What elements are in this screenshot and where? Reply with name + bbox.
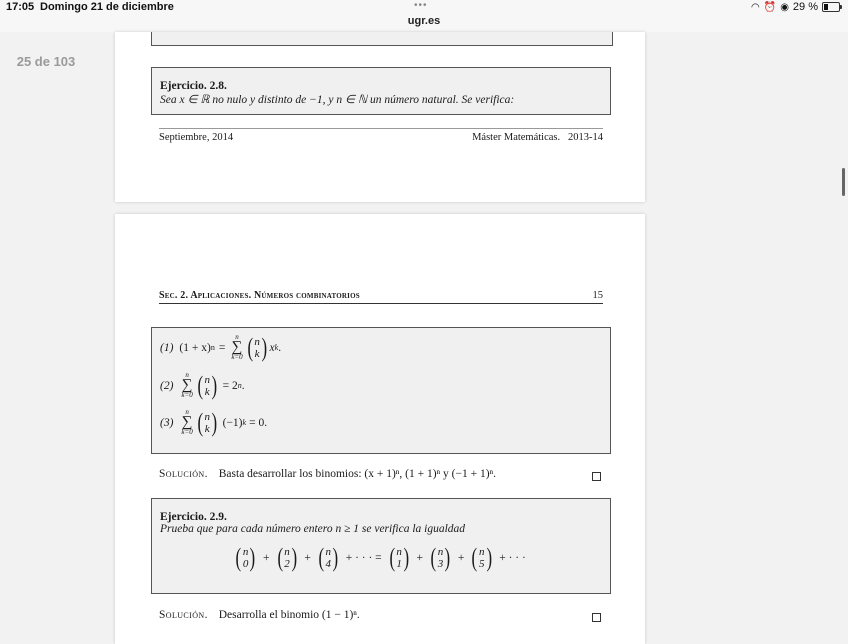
binomial-coefficient: ( n k ) <box>197 370 218 400</box>
address-url[interactable]: ugr.es <box>407 15 441 27</box>
binom-top: n <box>254 335 260 348</box>
binom-bottom: 2 <box>284 558 290 570</box>
status-indicators <box>751 1 840 13</box>
formula-label: (2) <box>160 379 174 392</box>
status-time: 17:05 <box>6 1 35 13</box>
operator: + · · · <box>499 552 526 564</box>
formula-rhs: (−1) <box>222 416 243 429</box>
equals-sign: = <box>218 341 226 354</box>
pdf-page-15 <box>115 214 645 644</box>
binom-top: n <box>396 546 402 558</box>
header-rule <box>159 303 603 304</box>
formula-exponent: n <box>210 343 215 352</box>
formula-label: (3) <box>160 416 174 429</box>
operator: + <box>304 552 311 564</box>
pdf-page-previous <box>115 32 645 202</box>
sigma-glyph: ∑ <box>231 339 243 355</box>
sum-upper: n <box>235 333 239 341</box>
binom-stack <box>479 546 485 570</box>
binom-stack <box>396 546 402 570</box>
sigma-glyph: ∑ <box>181 414 193 430</box>
formula-tail: x <box>269 341 275 354</box>
sum-symbol <box>181 372 192 399</box>
formula-exponent: k <box>242 418 247 427</box>
left-paren: ( <box>277 543 283 572</box>
exercise-text: Sea x ∈ ℝ no nulo y distinto de −1, y n ∈ ℕ un número natural. Se verifica: <box>160 94 515 106</box>
exercise-2-9-box <box>151 498 611 594</box>
solution-2 <box>159 609 360 621</box>
page-number: 15 <box>592 290 603 301</box>
right-paren: ) <box>249 543 256 572</box>
binom-stack <box>243 546 249 570</box>
binom-bottom: 1 <box>396 558 402 570</box>
exercise-title: Ejercicio. 2.9. <box>160 511 227 523</box>
operator: + <box>457 552 465 564</box>
solution-1 <box>159 468 496 480</box>
exercise-text: Prueba que para cada número entero n ≥ 1 se verifica la igualdad <box>160 523 466 535</box>
formulas-box <box>151 327 611 454</box>
left-paren: ( <box>235 543 242 572</box>
binom-bottom: 4 <box>325 558 332 570</box>
formula-lhs: (1 + x) <box>179 341 211 354</box>
right-paren: ) <box>332 543 339 572</box>
binom-bottom: k <box>204 422 210 435</box>
operator: + · · · = <box>345 552 382 564</box>
alarm-icon: ⏰ <box>763 1 777 13</box>
operator: + <box>263 552 270 564</box>
sum-lower: k=0 <box>231 353 243 361</box>
binom-stack <box>326 546 332 570</box>
status-bar <box>0 0 848 32</box>
binom-bottom: k <box>204 385 210 398</box>
right-paren: ) <box>486 543 492 572</box>
binom-stack <box>284 546 290 570</box>
solution-text: Desarrolla el binomio (1 − 1)ⁿ. <box>218 609 360 621</box>
battery-percent: 29 % <box>792 1 818 13</box>
formula-exponent: k <box>274 343 279 352</box>
right-paren: ) <box>403 543 409 572</box>
sum-lower: k=0 <box>181 428 193 436</box>
formula-rhs: = 2 <box>222 379 238 392</box>
binom-bottom: 0 <box>242 558 249 570</box>
binom-bottom: 5 <box>479 558 485 570</box>
scroll-indicator[interactable] <box>842 168 845 196</box>
sum-upper: n <box>185 408 189 416</box>
binom-top: n <box>204 410 210 423</box>
footer-course: Máster Matemáticas. 2013-14 <box>472 132 603 143</box>
formula-exponent: n <box>237 381 242 390</box>
binomial-coefficient <box>234 545 257 571</box>
footer-rule <box>159 128 603 129</box>
binom-top: n <box>204 373 210 386</box>
battery-fill <box>824 4 828 10</box>
sum-symbol <box>181 409 192 436</box>
left-paren: ( <box>471 543 478 572</box>
right-paren: ) <box>291 543 297 572</box>
sum-upper: n <box>185 371 189 379</box>
binom-top: n <box>284 546 290 558</box>
solution-text: Basta desarrollar los binomios: (x + 1)ⁿ, (1 + 1)ⁿ y (−1 + 1)ⁿ. <box>218 468 497 480</box>
binomial-coefficient <box>429 545 452 571</box>
binom-bottom: 3 <box>437 558 444 570</box>
solution-label: Solución. <box>159 468 208 480</box>
previous-exercise-box-end <box>151 32 613 46</box>
left-paren: ( <box>430 543 437 572</box>
binom-top: n <box>325 546 332 558</box>
qed-square-icon <box>592 613 601 622</box>
binomial-coefficient: ( n k ) <box>247 332 267 362</box>
footer-date: Septiembre, 2014 <box>159 132 234 143</box>
solution-label: Solución. <box>159 609 208 621</box>
binomial-identity <box>152 545 612 571</box>
left-paren: ( <box>389 543 395 572</box>
formula-label: (1) <box>160 341 174 354</box>
sum-symbol <box>231 334 242 361</box>
formula-end: . <box>278 341 282 354</box>
section-header: Sec. 2. Aplicaciones. Números combinatorios <box>159 290 360 301</box>
battery-icon <box>822 2 840 12</box>
page-counter: 25 de 103 <box>16 54 76 69</box>
binom-top: n <box>479 546 485 558</box>
formula-3 <box>160 409 267 436</box>
binom-bottom: k <box>254 347 260 360</box>
binomial-coefficient <box>388 545 411 571</box>
formula-2 <box>160 372 245 399</box>
binomial-coefficient <box>317 545 340 571</box>
wifi-icon: ◠ <box>751 1 760 13</box>
binomial-coefficient <box>470 545 493 571</box>
binomial-coefficient <box>276 545 299 571</box>
exercise-2-8-box <box>151 67 611 115</box>
formula-end: . <box>241 379 245 392</box>
sum-lower: k=0 <box>181 391 193 399</box>
status-date: Domingo 21 de diciembre <box>40 1 174 13</box>
sigma-glyph: ∑ <box>181 377 193 393</box>
formula-1 <box>160 334 281 361</box>
formula-end: = 0. <box>249 416 268 429</box>
binom-top: n <box>437 546 444 558</box>
binom-stack <box>438 546 444 570</box>
exercise-title: Ejercicio. 2.8. <box>160 80 227 92</box>
operator: + <box>416 552 424 564</box>
qed-square-icon <box>592 472 601 481</box>
location-icon: ◉ <box>780 1 789 13</box>
multitasking-dots-icon[interactable]: ••• <box>414 0 428 11</box>
binom-top: n <box>242 546 249 558</box>
right-paren: ) <box>444 543 451 572</box>
binomial-coefficient: ( n k ) <box>197 407 218 437</box>
left-paren: ( <box>318 543 325 572</box>
